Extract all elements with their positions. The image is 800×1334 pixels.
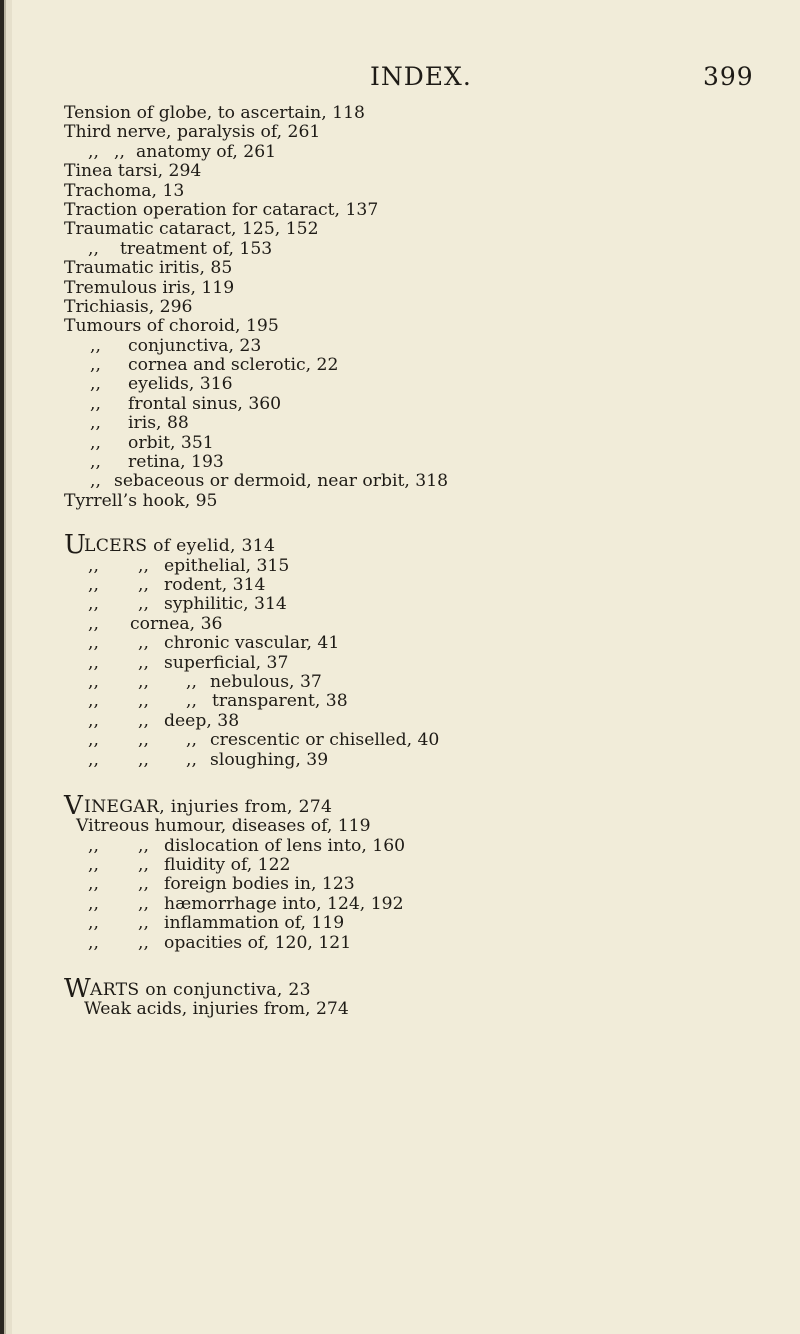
ditto-mark: ,,	[88, 932, 99, 953]
index-entry	[64, 220, 784, 239]
ditto-mark: ,,	[88, 691, 99, 712]
index-entry	[64, 240, 784, 259]
ditto-mark: ,,	[138, 913, 149, 934]
entry-text: epithelial, 315	[164, 555, 290, 576]
ditto-mark: ,,	[114, 141, 125, 162]
index-entry	[64, 712, 784, 731]
entry-text: Tremulous iris, 119	[64, 277, 235, 298]
index-entry	[64, 1000, 784, 1019]
ditto-mark: ,,	[88, 893, 99, 914]
ditto-mark: ,,	[138, 633, 149, 654]
entry-text: retina, 193	[128, 452, 224, 473]
index-section-t	[64, 104, 784, 511]
ditto-mark: ,,	[88, 238, 99, 259]
index-entry	[64, 201, 784, 220]
entry-text: chronic vascular, 41	[164, 633, 340, 654]
index-entry	[64, 731, 784, 750]
ditto-mark: ,,	[90, 335, 101, 356]
entry-text: fluidity of, 122	[164, 855, 291, 876]
ditto-mark: ,,	[88, 633, 99, 654]
index-entry	[64, 453, 784, 472]
entry-text: iris, 88	[128, 413, 189, 434]
index-entry	[64, 434, 784, 453]
index-entry	[64, 934, 784, 953]
entry-text: anatomy of, 261	[136, 141, 277, 162]
index-entry	[64, 279, 784, 298]
entry-text: transparent, 38	[212, 691, 348, 712]
entry-text: dislocation of lens into, 160	[164, 835, 406, 856]
ditto-mark: ,,	[88, 913, 99, 934]
index-entry	[64, 692, 784, 711]
index-entry	[64, 634, 784, 653]
section-initial: V	[64, 790, 83, 821]
ditto-mark: ,,	[88, 874, 99, 895]
ditto-mark: ,,	[90, 413, 101, 434]
index-entry	[64, 856, 784, 875]
entry-text: foreign bodies in, 123	[164, 874, 355, 895]
ditto-mark: ,,	[186, 671, 197, 692]
entry-text: crescentic or chiselled, 40	[210, 730, 440, 751]
index-entry	[64, 875, 784, 894]
entry-text: eyelids, 316	[128, 374, 233, 395]
index-entry	[64, 472, 784, 491]
ditto-mark: ,,	[90, 471, 101, 492]
entry-text: Traumatic cataract, 125, 152	[64, 219, 319, 240]
ditto-mark: ,,	[138, 671, 149, 692]
index-entry	[64, 751, 784, 770]
index-entry	[64, 104, 784, 123]
ditto-mark: ,,	[88, 594, 99, 615]
entry-text: Trachoma, 13	[64, 180, 185, 201]
entry-text: Traumatic iritis, 85	[64, 258, 233, 279]
ditto-mark: ,,	[138, 594, 149, 615]
entry-text: frontal sinus, 360	[128, 393, 282, 414]
ditto-mark: ,,	[138, 835, 149, 856]
entry-text: ARTS on conjunctiva, 23	[90, 980, 311, 1001]
entry-text: sloughing, 39	[210, 749, 329, 770]
header-title: INDEX.	[370, 62, 472, 91]
ditto-mark: ,,	[90, 374, 101, 395]
entry-text: Tinea tarsi, 294	[64, 161, 202, 182]
ditto-mark: ,,	[88, 710, 99, 731]
index-entry	[64, 895, 784, 914]
entry-text: cornea and sclerotic, 22	[128, 355, 339, 376]
ditto-mark: ,,	[138, 874, 149, 895]
index-entry	[64, 182, 784, 201]
index-entry	[64, 654, 784, 673]
index-entry	[64, 817, 784, 836]
index-entry	[64, 673, 784, 692]
index-entry	[64, 595, 784, 614]
entry-text: opacities of, 120, 121	[164, 932, 352, 953]
running-header	[0, 58, 800, 98]
ditto-mark: ,,	[186, 691, 197, 712]
ditto-mark: ,,	[186, 749, 197, 770]
index-entry	[64, 337, 784, 356]
ditto-mark: ,,	[88, 855, 99, 876]
ditto-mark: ,,	[90, 393, 101, 414]
ditto-mark: ,,	[138, 749, 149, 770]
ditto-mark: ,,	[88, 652, 99, 673]
index-section-v	[64, 790, 784, 953]
entry-text: Trichiasis, 296	[64, 296, 193, 317]
index-entry	[64, 837, 784, 856]
ditto-mark: ,,	[138, 932, 149, 953]
index-entry	[64, 259, 784, 278]
ditto-mark: ,,	[88, 835, 99, 856]
ditto-mark: ,,	[90, 432, 101, 453]
ditto-mark: ,,	[88, 555, 99, 576]
index-entry	[64, 395, 784, 414]
index-entry	[64, 492, 784, 511]
index-entry	[64, 317, 784, 336]
entry-text: Weak acids, injuries from, 274	[84, 999, 349, 1020]
entry-text: orbit, 351	[128, 432, 214, 453]
ditto-mark: ,,	[88, 613, 99, 634]
ditto-mark: ,,	[88, 671, 99, 692]
ditto-mark: ,,	[88, 749, 99, 770]
page-number: 399	[703, 62, 754, 91]
entry-text: Vitreous humour, diseases of, 119	[76, 816, 371, 837]
ditto-mark: ,,	[138, 691, 149, 712]
entry-text: INEGAR, injuries from, 274	[84, 796, 333, 817]
ditto-mark: ,,	[138, 555, 149, 576]
ditto-mark: ,,	[88, 574, 99, 595]
section-head	[64, 974, 784, 1005]
ditto-mark: ,,	[90, 452, 101, 473]
entry-text: Third nerve, paralysis of, 261	[64, 122, 321, 143]
ditto-mark: ,,	[138, 710, 149, 731]
entry-text: syphilitic, 314	[164, 594, 287, 615]
ditto-mark: ,,	[138, 855, 149, 876]
section-initial: W	[64, 974, 91, 1005]
section-initial: U	[64, 530, 86, 561]
section-head	[64, 790, 784, 821]
index-entry	[64, 375, 784, 394]
entry-text: treatment of, 153	[120, 238, 273, 259]
index-section-w	[64, 974, 784, 1020]
entry-text: Tyrrell’s hook, 95	[64, 490, 218, 511]
index-column	[64, 104, 784, 1020]
index-entry	[64, 576, 784, 595]
index-entry	[64, 557, 784, 576]
book-binding-edge	[0, 0, 12, 1334]
index-section-u	[64, 530, 784, 770]
index-entry	[64, 414, 784, 433]
index-entry	[64, 162, 784, 181]
entry-text: sebaceous or dermoid, near orbit, 318	[114, 471, 449, 492]
entry-text: LCERS of eyelid, 314	[84, 536, 276, 557]
index-entry	[64, 143, 784, 162]
index-entry	[64, 914, 784, 933]
entry-text: Tumours of choroid, 195	[64, 316, 279, 337]
entry-text: conjunctiva, 23	[128, 335, 262, 356]
entry-text: deep, 38	[164, 710, 240, 731]
entry-text: nebulous, 37	[210, 671, 322, 692]
ditto-mark: ,,	[138, 652, 149, 673]
ditto-mark: ,,	[88, 730, 99, 751]
entry-text: inflammation of, 119	[164, 913, 345, 934]
entry-text: rodent, 314	[164, 574, 266, 595]
entry-text: Traction operation for cataract, 137	[64, 199, 379, 220]
index-entry	[64, 123, 784, 142]
ditto-mark: ,,	[88, 141, 99, 162]
ditto-mark: ,,	[186, 730, 197, 751]
index-entry	[64, 615, 784, 634]
ditto-mark: ,,	[138, 730, 149, 751]
entry-text: hæmorrhage into, 124, 192	[164, 893, 404, 914]
entry-text: superficial, 37	[164, 652, 289, 673]
ditto-mark: ,,	[138, 893, 149, 914]
ditto-mark: ,,	[138, 574, 149, 595]
index-entry	[64, 298, 784, 317]
ditto-mark: ,,	[90, 355, 101, 376]
entry-text: cornea, 36	[130, 613, 223, 634]
index-entry	[64, 356, 784, 375]
entry-text: Tension of globe, to ascertain, 118	[64, 103, 365, 123]
section-head	[64, 530, 784, 561]
